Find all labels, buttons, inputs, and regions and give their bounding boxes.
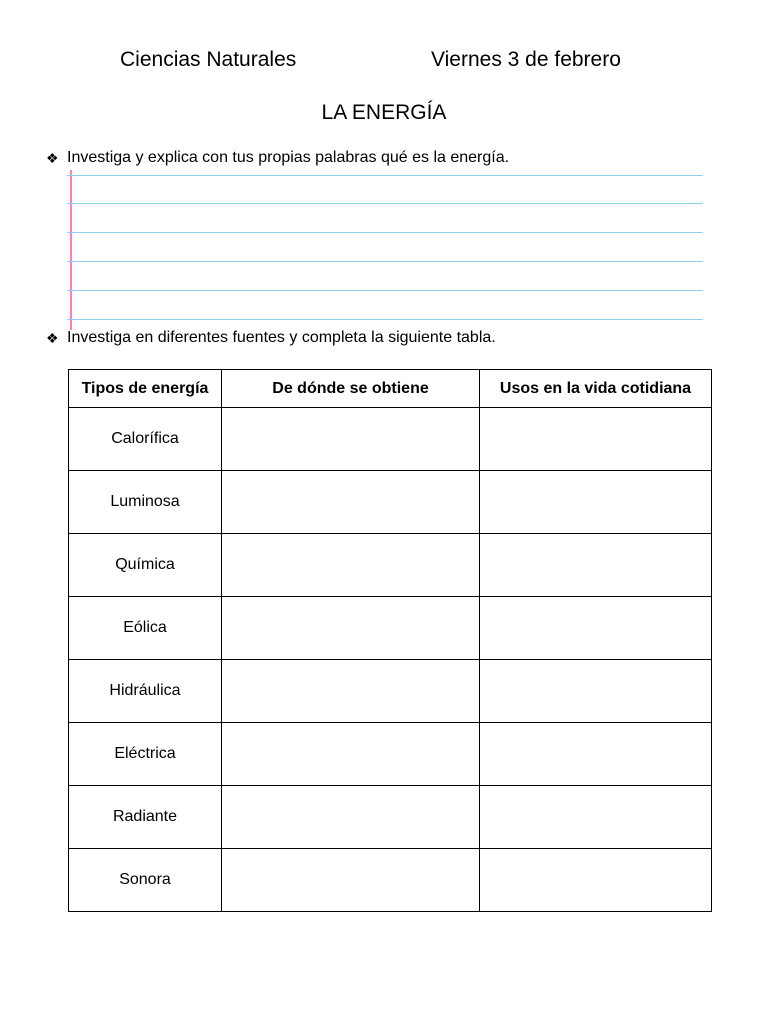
energy-type-cell: Química	[69, 534, 222, 597]
uses-cell[interactable]	[480, 660, 712, 723]
table-header-row	[69, 370, 712, 408]
diamond-bullet-icon: ❖	[46, 329, 59, 346]
uses-cell[interactable]	[480, 471, 712, 534]
energy-type-cell: Sonora	[69, 849, 222, 912]
table-row	[69, 849, 712, 912]
source-cell[interactable]	[222, 723, 480, 786]
uses-cell[interactable]	[480, 786, 712, 849]
table-row	[69, 471, 712, 534]
header-energy-type: Tipos de energía	[69, 370, 222, 408]
date-text: Viernes 3 de febrero	[431, 48, 621, 71]
uses-cell[interactable]	[480, 597, 712, 660]
instruction-1	[46, 149, 509, 167]
energy-type-cell: Eléctrica	[69, 723, 222, 786]
table-row	[69, 408, 712, 471]
source-cell[interactable]	[222, 660, 480, 723]
energy-type-cell: Luminosa	[69, 471, 222, 534]
instruction-2-text: Investiga en diferentes fuentes y completa la siguiente tabla.	[67, 329, 496, 346]
source-cell[interactable]	[222, 471, 480, 534]
energy-type-cell: Eólica	[69, 597, 222, 660]
uses-cell[interactable]	[480, 723, 712, 786]
margin-line	[70, 170, 72, 330]
subject-title: Ciencias Naturales	[120, 48, 297, 71]
table-row	[69, 660, 712, 723]
ruled-line	[67, 232, 703, 233]
source-cell[interactable]	[222, 786, 480, 849]
energy-type-cell: Hidráulica	[69, 660, 222, 723]
uses-cell[interactable]	[480, 408, 712, 471]
energy-table	[68, 369, 712, 912]
table-row	[69, 534, 712, 597]
source-cell[interactable]	[222, 534, 480, 597]
table-row	[69, 597, 712, 660]
table-row	[69, 786, 712, 849]
ruled-answer-area[interactable]	[67, 170, 703, 322]
source-cell[interactable]	[222, 849, 480, 912]
diamond-bullet-icon: ❖	[46, 149, 59, 166]
page-title: LA ENERGÍA	[321, 101, 447, 124]
ruled-line	[67, 261, 703, 262]
source-cell[interactable]	[222, 408, 480, 471]
ruled-line	[67, 319, 703, 320]
ruled-line	[67, 175, 703, 176]
energy-type-cell: Radiante	[69, 786, 222, 849]
header-uses: Usos en la vida cotidiana	[480, 370, 712, 408]
header-source: De dónde se obtiene	[222, 370, 480, 408]
source-cell[interactable]	[222, 597, 480, 660]
table-row	[69, 723, 712, 786]
energy-type-cell: Calorífica	[69, 408, 222, 471]
instruction-1-text: Investiga y explica con tus propias palabras qué es la energía.	[67, 149, 510, 166]
ruled-line	[67, 203, 703, 204]
uses-cell[interactable]	[480, 534, 712, 597]
instruction-2	[46, 329, 496, 347]
ruled-line	[67, 290, 703, 291]
uses-cell[interactable]	[480, 849, 712, 912]
